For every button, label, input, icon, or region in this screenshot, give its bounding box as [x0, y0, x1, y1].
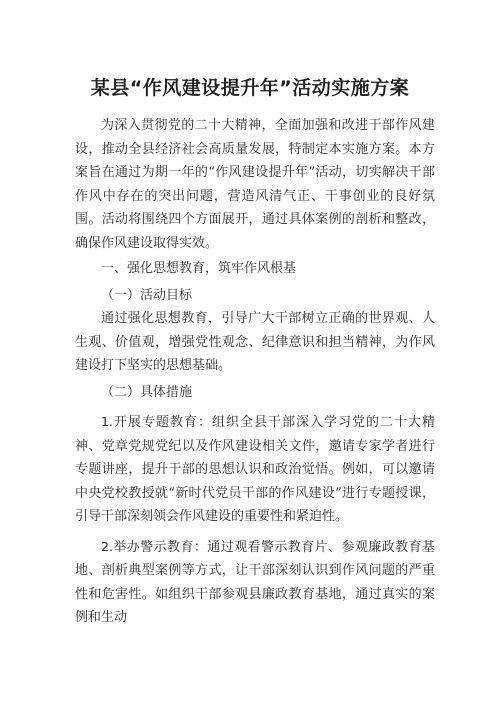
subsection-heading-goal: （一）活动目标: [101, 287, 193, 303]
goal-paragraph: 通过强化思想教育，引导广大干部树立正确的世界观、人生观、价值观，增强党性观念、纪律意识和担当精神，为作风建设打下坚实的思想基础。: [75, 311, 435, 373]
subsection-heading-measures: （二）具体措施: [101, 384, 193, 400]
measure-item-number: 1.: [101, 414, 113, 429]
intro-paragraph: 为深入贯彻党的二十大精神，全面加强和改进干部作风建设，推动全县经济社会高质量发展，特制定本实施方案。本方案旨在通过为期一年的“作风建设提升年”活动，切实解决干部作风中存在的突出问题，营造风清气正、干事创业的良好氛围。活动将围绕四个方面展开，通过具体案例的剖析和整改，确保作风建设取得实效。: [75, 118, 435, 251]
section-heading-1: 一、强化思想教育，筑牢作风根基: [101, 261, 297, 276]
measure-item-1: [75, 410, 435, 529]
document-title: 某县“作风建设提升年”活动实施方案: [90, 77, 410, 99]
document-body: [75, 114, 435, 630]
measure-item-number: 2.: [101, 538, 113, 554]
measure-item-text: 举办警示教育：通过观看警示教育片、参观廉政教育基地、剖析典型案例等方式，让干部深刻认识到作风问题的严重性和危害性。如组织干部参观县廉政教育基地，通过真实的案例和生动: [75, 539, 435, 625]
measure-item-2: [75, 535, 435, 630]
measure-item-text: 开展专题教育：组织全县干部深入学习党的二十大精神、党章党规党纪以及作风建设相关文件，邀请专家学者进行专题讲座，提升干部的思想认识和政治觉悟。例如，可以邀请中央党校教授就“新时代党员干部的作风建设”进行专题授课，引导干部深刻领会作风建设的重要性和紧迫性。: [75, 415, 435, 524]
